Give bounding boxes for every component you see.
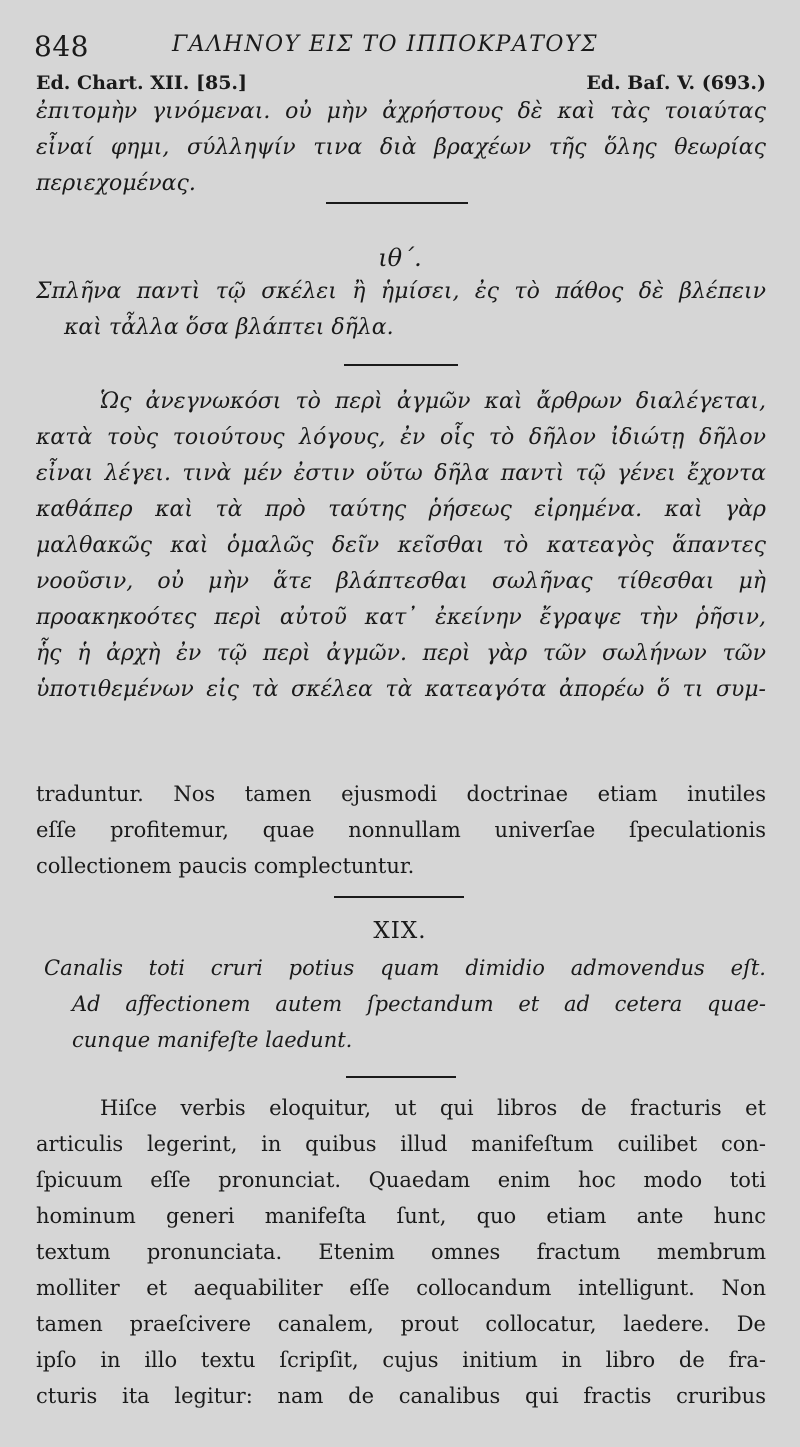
greek-intro-line: ἐπιτομὴν γινόμεναι. οὐ μὴν ἀχρήστους δὲ καὶ τὰς τοιαύτας — [36, 99, 766, 124]
greek-section-number: ιθ΄. — [378, 244, 422, 272]
greek-intro-line: εἶναί φημι, σύλληψίν τινα διὰ βραχέων τῆς ὅλης θεωρίας — [36, 135, 766, 160]
running-head: ΓΑΛΗΝΟΥ ΕΙΣ ΤΟ ΙΠΠΟΚΡΑΤΟΥΣ — [172, 32, 599, 57]
latin-commentary-line: ſpicuum eſſe pronunciat. Quaedam enim hoc modo toti — [36, 1168, 766, 1192]
latin-commentary-line: articulis legerint, in quibus illud manifeſtum cuilibet con- — [36, 1132, 766, 1156]
latin-intro — [36, 776, 766, 884]
latin-aphorism-line: Ad affectionem autem ſpectandum et ad cetera quae- — [72, 992, 766, 1016]
greek-commentary-line: εἶναι λέγει. τινὰ μέν ἐστιν οὕτω δῆλα παντὶ τῷ γένει ἔχοντα — [36, 461, 766, 486]
section-divider — [326, 202, 468, 204]
greek-aphorism-line: Σπλῆνα παντὶ τῷ σκέλει ἢ ἡμίσει, ἐς τὸ πάθος δὲ βλέπειν — [36, 279, 766, 304]
section-divider — [344, 364, 458, 366]
greek-commentary-line: κατὰ τοὺς τοιούτους λόγους, ἐν οἷς τὸ δῆλον ἰδιώτῃ δῆλον — [36, 425, 766, 450]
greek-commentary-line: προακηκοότες περὶ αὐτοῦ κατ᾽ ἐκείνην ἔγραψε τὴν ῥῆσιν, — [36, 605, 766, 630]
latin-intro-line: traduntur. Nos tamen ejusmodi doctrinae etiam inutiles — [36, 782, 766, 806]
greek-commentary-line: καθάπερ καὶ τὰ πρὸ ταύτης ῥήσεως εἰρημένα. καὶ γὰρ — [36, 497, 766, 522]
greek-aphorism — [36, 274, 766, 346]
edition-reference-left: Ed. Chart. XII. [85.] — [36, 72, 248, 94]
latin-commentary-line: textum pronunciata. Etenim omnes fractum membrum — [36, 1240, 766, 1264]
latin-commentary-line: molliter et aequabiliter eſſe collocandum intelligunt. Non — [36, 1276, 766, 1300]
latin-commentary-line: ipſo in illo textu ſcripſit, cujus initium in libro de fra- — [36, 1348, 766, 1372]
greek-commentary-line: ἧς ἡ ἀρχὴ ἐν τῷ περὶ ἀγμῶν. περὶ γὰρ τῶν σωλήνων τῶν — [36, 641, 766, 666]
greek-commentary-line: Ὡς ἀνεγνωκόσι τὸ περὶ ἀγμῶν καὶ ἄρθρων διαλέγεται, — [100, 389, 766, 414]
latin-intro-line: eſſe profitemur, quae nonnullam univerſae ſpeculationis — [36, 818, 766, 842]
greek-intro — [36, 94, 766, 202]
latin-aphorism-line: cunque manifeſte laedunt. — [72, 1028, 353, 1052]
latin-intro-line: collectionem paucis complectuntur. — [36, 854, 415, 878]
latin-commentary-line: Hiſce verbis eloquitur, ut qui libros de fracturis et — [100, 1096, 766, 1120]
greek-commentary-line: νοοῦσιν, οὐ μὴν ἅτε βλάπτεσθαι σωλῆνας τίθεσθαι μὴ — [36, 569, 766, 594]
latin-commentary-line: cturis ita legitur: nam de canalibus qui fractis cruribus — [36, 1384, 766, 1408]
greek-commentary-line: μαλθακῶς καὶ ὁμαλῶς δεῖν κεῖσθαι τὸ κατεαγὸς ἅπαντες — [36, 533, 766, 558]
section-divider — [346, 1076, 456, 1078]
greek-commentary — [36, 384, 766, 708]
latin-commentary-line: tamen praeſcivere canalem, prout collocatur, laedere. De — [36, 1312, 766, 1336]
latin-commentary-line: hominum generi manifeſta ſunt, quo etiam ante hunc — [36, 1204, 766, 1228]
latin-aphorism — [36, 950, 766, 1058]
latin-commentary — [36, 1090, 766, 1414]
latin-aphorism-line: Canalis toti cruri potius quam dimidio admovendus eſt. — [44, 956, 766, 980]
latin-section-number: XIX. — [373, 918, 427, 944]
section-divider — [334, 896, 464, 898]
edition-reference-right: Ed. Baſ. V. (693.) — [586, 72, 766, 94]
greek-commentary-line: ὑποτιθεμένων εἰς τὰ σκέλεα τὰ κατεαγότα ἀπορέω ὅ τι συμ- — [36, 677, 766, 702]
greek-aphorism-line: καὶ τἆλλα ὅσα βλάπτει δῆλα. — [64, 315, 394, 340]
greek-intro-line: περιεχομένας. — [36, 171, 196, 196]
page-number: 848 — [34, 30, 89, 63]
